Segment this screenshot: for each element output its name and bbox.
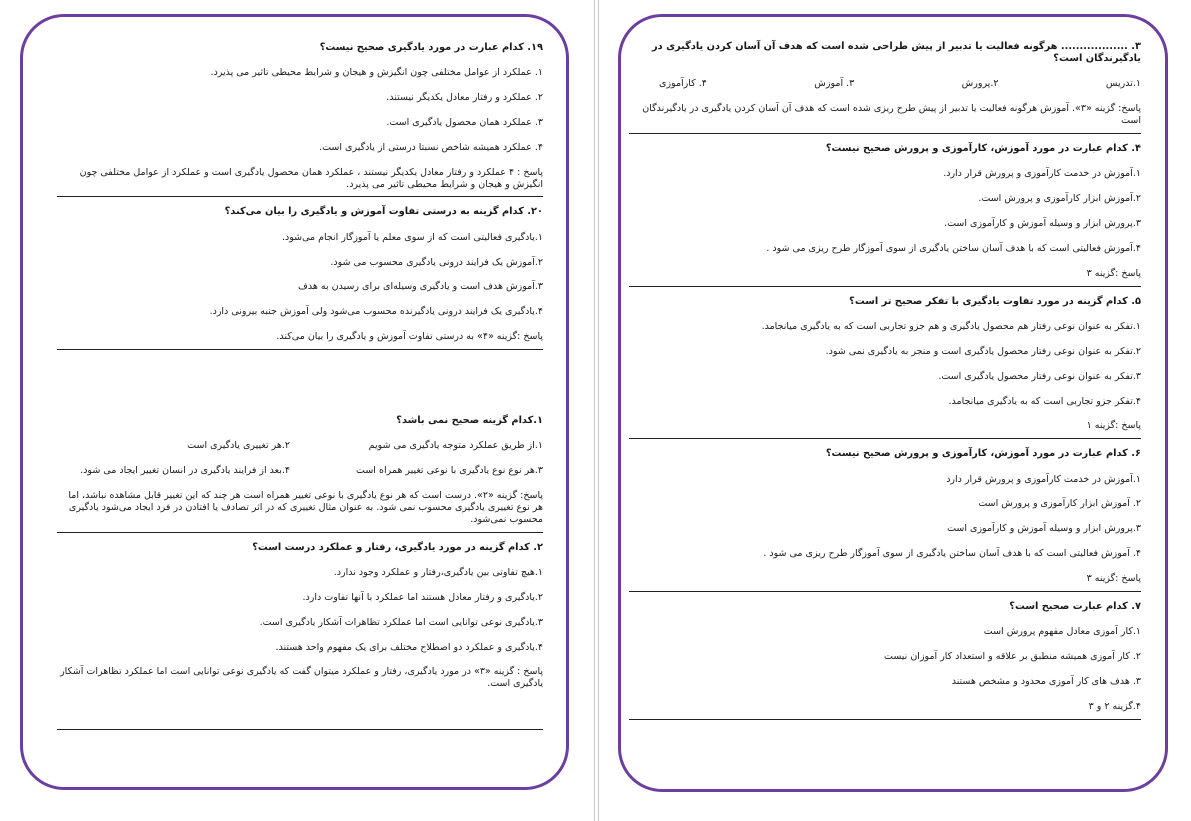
question-1-option-2: ۲.هر تغییری یادگیری است (187, 440, 290, 452)
question-3-title: ۳. .................. هرگونه فعالیت یا تدبیر از پیش طراحی شده است که هدف آن آسان کردن یادگیری در یادگیرندگان است؟ (651, 41, 1141, 65)
question-4-option-4: ۴.آموزش فعالیتی است که با هدف آسان ساختن یادگیری از سوی آموزگار طرح ریزی می شود . (766, 242, 1141, 254)
question-block-4 (629, 143, 1141, 287)
question-20-option-3: ۳.آموزش هدف است و یادگیری وسیله‌ای برای رسیدن به هدف (298, 281, 543, 293)
separator-line (629, 133, 1141, 134)
question-5-option-3: ۳.تفکر به عنوان نوعی رفتار محصول یادگیری است. (938, 370, 1141, 382)
question-5-option-1: ۱.تفکر به عنوان نوعی رفتار هم محصول یادگیری و هم جزو تجاربی است که به یادگیری میانجامد. (761, 320, 1141, 332)
question-7-option-3: ۳. هدف های کار آموزی محدود و مشخص هستند (951, 675, 1141, 687)
question-7-title: ۷. کدام عبارت صحیح است؟ (1009, 600, 1141, 612)
question-5-option-2: ۲.تفکر به عنوان نوعی رفتار محصول یادگیری است و منجر به یادگیری نمی شود. (825, 345, 1141, 357)
question-1-option-4: ۴.بعد از فرایند یادگیری در انسان تغییر ایجاد می شود. (80, 465, 290, 477)
question-block-19 (57, 42, 543, 197)
question-19-option-3: ۳. عملکرد همان محصول یادگیری است. (386, 116, 543, 128)
question-2-option-3: ۳.یادگیری نوعی توانایی است اما عملکرد تظاهرات آشکار یادگیری است. (259, 616, 543, 628)
question-7-answer: ۴.گزینه ۲ و ۳ (1088, 700, 1141, 712)
question-6-option-3: ۳.پرورش ابزار و وسیله آموزش و کارآموزی است (947, 523, 1141, 535)
question-6-option-4: ۴. آموزش فعالیتی است که با هدف آسان ساختن یادگیری از سوی آموزگار طرح ریزی می شود . (763, 548, 1141, 560)
question-19-option-2: ۲. عملکرد و رفتار معادل یکدیگر نیستند. (386, 92, 543, 104)
question-2-option-1: ۱.هیچ تفاوتی بین یادگیری،رفتار و عملکرد وجود ندارد. (333, 566, 543, 578)
question-2-answer: پاسخ : گزینه «۳» در مورد یادگیری، رفتار و عملکرد میتوان گفت که یادگیری نوعی توانایی است اما عملکرد تظاهرات آشکار یادگیری است. (60, 666, 543, 690)
question-20-option-4: ۴.یادگیری یک فرایند درونی یادگیرنده محسوب می‌شود ولی آموزش جنبه بیرونی دارد. (209, 306, 543, 318)
blank-space (57, 696, 543, 729)
question-2-title: ۲. کدام گزینه در مورد یادگیری، رفتار و عملکرد درست است؟ (252, 541, 543, 553)
question-1-option-1: ۱.از طریق عملکرد متوجه یادگیری می شویم (368, 440, 543, 452)
separator-line (629, 591, 1141, 592)
separator-line (629, 286, 1141, 287)
question-1-options (57, 440, 543, 477)
question-3-answer: پاسخ: گزینه «۳». آموزش هرگونه فعالیت یا تدبیر از پیش طرح ریزی شده است که هدف آن آسان کردن یادگیری در یادگیرندگان است (642, 103, 1141, 127)
question-7-option-2: ۲. کار آموزی همیشه منطبق بر علاقه و استعداد کار آموزان نیست (884, 651, 1141, 663)
question-block-7 (629, 601, 1141, 720)
left-page-content (57, 42, 543, 739)
question-6-title: ۶. کدام عبارت در مورد آموزش، کارآموزی و پرورش صحیح نیست؟ (825, 448, 1141, 460)
question-6-answer: پاسخ :گزینه ۳ (1086, 573, 1141, 585)
question-19-option-1: ۱. عملکرد از عوامل مختلفی چون انگیزش و هیجان و شرایط محیطی تاثیر می پذیرد. (210, 67, 543, 79)
question-4-title: ۴. کدام عبارت در مورد آموزش، کارآموزی و پرورش صحیح نیست؟ (825, 143, 1141, 155)
question-19-answer: پاسخ : ۴ عملکرد و رفتار معادل یکدیگر نیستند ، عملکرد همان محصول یادگیری است و عملکرد از عوامل مختلفی چون انگیزش و هیجان و شرایط محیطی تاثیر می پذیرد. (79, 166, 543, 190)
question-4-option-2: ۲.آموزش ابزار کارآموزی و پرورش است. (978, 193, 1141, 205)
question-4-option-1: ۱.آموزش در خدمت کارآموزی و پرورش قرار دارد. (943, 168, 1141, 180)
question-block-5 (629, 296, 1141, 440)
question-20-title: ۲۰. کدام گزینه به درستی تفاوت آموزش و یادگیری را بیان می‌کند؟ (224, 206, 543, 218)
question-3-option-1: ۱.تدریس (1105, 78, 1141, 90)
question-19-option-4: ۴. عملکرد همیشه شاخص نسبتا درستی از یادگیری است. (319, 141, 543, 153)
question-block-3 (629, 41, 1141, 134)
question-1-title: ۱.کدام گزینه صحیح نمی باشد؟ (396, 415, 543, 427)
question-3-options (629, 78, 1141, 90)
separator-line (57, 729, 543, 730)
question-6-option-1: ۱.آموزش در خدمت کارآموزی و پرورش قرار دارد (946, 473, 1141, 485)
question-3-option-3: ۳. آموزش (814, 78, 855, 90)
question-5-title: ۵. کدام گزینه در مورد تفاوت یادگیری با تفکر صحیح تر است؟ (849, 295, 1141, 307)
question-block-1 (57, 415, 543, 533)
question-5-answer: پاسخ :گزینه ۱ (1086, 420, 1141, 432)
right-page-content (629, 41, 1141, 729)
question-6-option-2: ۲. آموزش ابزار کارآموزی و پرورش است (978, 498, 1141, 510)
question-5-option-4: ۴.تفکر جزو تجاربی است که به یادگیری میانجامد. (948, 395, 1141, 407)
question-block-20 (57, 206, 543, 350)
question-4-option-3: ۳.پرورش ابزار و وسیله آموزش و کارآموزی است. (944, 218, 1141, 230)
question-1-option-3: ۳.هر نوع نوع یادگیری با نوعی تغییر همراه است (356, 465, 543, 477)
left-page (20, 14, 569, 790)
separator-line (629, 719, 1141, 720)
question-3-option-2: ۲.پرورش (961, 78, 999, 90)
separator-line (629, 438, 1141, 439)
question-20-option-2: ۲.آموزش یک فرایند درونی یادگیری محسوب می شود. (330, 256, 543, 268)
question-19-title: ۱۹. کدام عبارت در مورد یادگیری صحیح نیست؟ (319, 42, 543, 53)
question-20-option-1: ۱.یادگیری فعالیتی است که از سوی معلم یا آموزگار انجام می‌شود. (281, 231, 543, 243)
blank-space (57, 359, 543, 415)
question-20-answer: پاسخ :گزینه «۴» به درستی تفاوت آموزش و یادگیری را بیان می‌کند. (276, 331, 543, 343)
question-1-answer: پاسخ: گزینه «۲». درست است که هر نوع یادگیری با نوعی تغییر همراه است هر چند که این تغییر قابل مشاهده نباشد، اما هر نوع تغییری یادگیری محسوب نمی شود. به عنوان مثال تغییری که در اثر تصادف یا افتادن در فرد ایجاد می‌شود یادگیری محسوب نمی‌شود. (68, 490, 543, 525)
right-page (618, 14, 1168, 792)
question-2-option-2: ۲.یادگیری و رفتار معادل هستند اما عملکرد با آنها تفاوت دارد. (302, 591, 543, 603)
question-block-2 (57, 542, 543, 730)
separator-line (57, 349, 543, 350)
question-2-option-4: ۴.یادگیری و عملکرد دو اصطلاح مختلف برای یک مفهوم واحد هستند. (275, 641, 543, 653)
page-gutter (594, 0, 599, 821)
separator-line (57, 196, 543, 197)
separator-line (57, 532, 543, 533)
question-4-answer: پاسخ :گزینه ۳ (1086, 267, 1141, 279)
question-block-6 (629, 448, 1141, 592)
question-3-option-4: ۴. کارآموزی (659, 78, 707, 90)
question-7-option-1: ۱.کار آموزی معادل مفهوم پرورش است (983, 626, 1141, 638)
